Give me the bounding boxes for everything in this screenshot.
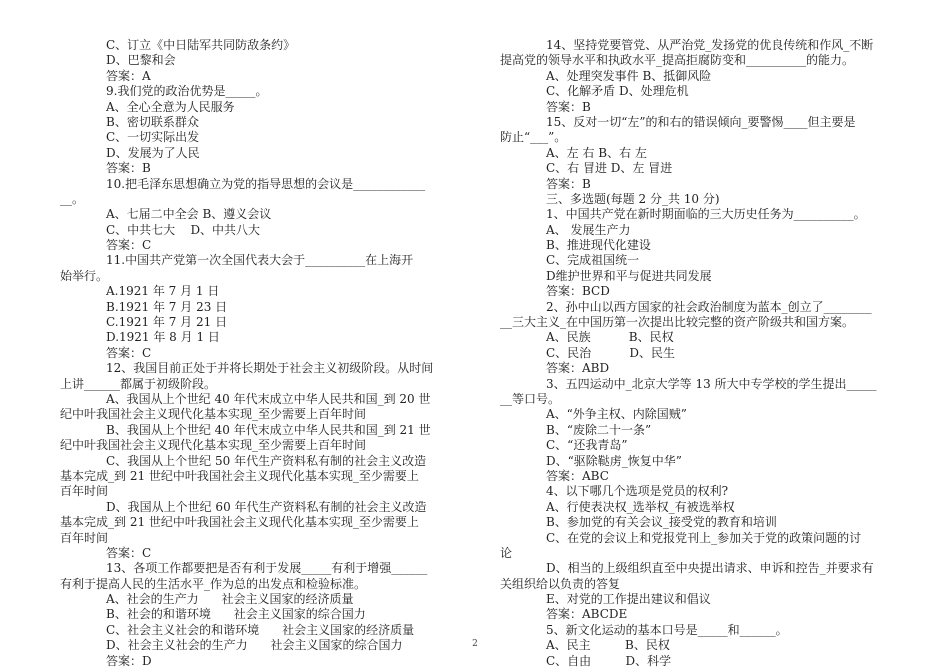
text-line: A、左 右 B、右 左 xyxy=(546,145,647,160)
text-line: C、一切实际出发 xyxy=(106,130,200,145)
answer-line: 答案：C xyxy=(106,545,152,560)
text-line: A、社会的生产力 社会主义国家的经济质量 xyxy=(106,592,354,607)
text-line: __三大主义_在中国历第一次提出比较完整的资产阶级共和国方案。 xyxy=(500,315,855,330)
text-line: A、全心全意为人民服务 xyxy=(106,99,235,114)
text-line: 5、新文化运动的基本口号是_____和______。 xyxy=(546,622,788,637)
text-line: 4、以下哪几个选项是党员的权利? xyxy=(546,484,729,499)
text-line: A、行使表决权_选举权_有被选举权 xyxy=(546,499,735,514)
text-line: B、推进现代化建设 xyxy=(546,238,651,253)
text-line: C、完成祖国统一 xyxy=(546,253,640,268)
text-line: 14、坚持党要管党、从严治党_发扬党的优良传统和作风_不断 xyxy=(546,38,874,52)
text-line: C、右 冒进 D、左 冒进 xyxy=(546,161,673,176)
text-line: B、参加党的有关会议_接受党的教育和培训 xyxy=(546,515,777,530)
text-line: 15、反对一切“左”的和右的错误倾向_要警惕____但主要是 xyxy=(546,114,856,129)
answer-line: 答案：C xyxy=(106,345,152,360)
text-line: B.1921 年 7 月 23 日 xyxy=(106,299,228,314)
text-line: D.1921 年 8 月 1 日 xyxy=(106,330,220,345)
text-line: A、七届二中全会 B、遵义会议 xyxy=(106,207,272,222)
text-line: 11.中国共产党第一次全国代表大会于__________在上海开 xyxy=(106,253,414,268)
text-line: 2、孙中山以西方国家的社会政治制度为蓝本_创立了________ xyxy=(546,299,872,314)
text-line: B、密切联系群众 xyxy=(106,114,199,129)
text-line: C、“还我青岛” xyxy=(546,438,628,453)
text-line: 基本完成_到 21 世纪中叶我国社会主义现代化基本实现_至少需要上 xyxy=(60,468,419,483)
text-line: D维护世界和平与促进共同发展 xyxy=(546,268,712,283)
answer-line: 答案：BCD xyxy=(546,284,610,299)
text-line: 纪中叶我国社会主义现代化基本实现_至少需要上百年时间 xyxy=(60,438,367,453)
text-line: D、巴黎和会 xyxy=(106,53,176,68)
text-line: A、处理突发事件 B、抵御风险 xyxy=(546,68,712,83)
text-line: 3、五四运动中_北京大学等 13 所大中专学校的学生提出_____ xyxy=(546,376,877,391)
page-number: 2 xyxy=(472,639,478,649)
text-line: E、对党的工作提出建议和倡议 xyxy=(546,592,711,607)
text-line: 10.把毛泽东思想确立为党的指导思想的会议是____________ xyxy=(106,176,426,191)
text-line: C.1921 年 7 月 21 日 xyxy=(106,315,228,330)
text-line: 基本完成_到 21 世纪中叶我国社会主义现代化基本实现_至少需要上 xyxy=(60,515,419,530)
text-line: 13、各项工作都要把是否有利于发展_____有利于增强______ xyxy=(106,561,428,576)
answer-line: 答案：ABC xyxy=(546,468,609,483)
text-line: C、订立《中日陆军共同防敌条约》 xyxy=(106,38,296,52)
text-line: B、我国从上个世纪 40 年代末成立中华人民共和国_到 21 世 xyxy=(106,422,431,437)
text-line: A、民族 B、民权 xyxy=(546,330,674,345)
text-line: C、化解矛盾 D、处理危机 xyxy=(546,84,689,99)
left-column xyxy=(60,38,468,669)
text-line: 始举行。 xyxy=(60,268,109,283)
text-line: A.1921 年 7 月 1 日 xyxy=(106,284,220,299)
text-line: 12、我国目前正处于并将长期处于社会主义初级阶段。从时间 xyxy=(106,361,434,376)
text-line: B、社会的和谐环境 社会主义国家的综合国力 xyxy=(106,607,366,622)
text-line: 9.我们党的政治优势是_____。 xyxy=(106,84,268,99)
text-line: A、我国从上个世纪 40 年代末成立中华人民共和国_到 20 世 xyxy=(106,391,431,406)
text-line: D、“驱除鞑虏_恢复中华” xyxy=(546,453,682,468)
text-line: A、 发展生产力 xyxy=(546,222,631,237)
text-line: 三、多选题(每题 2 分_共 10 分) xyxy=(546,191,720,206)
text-line: A、“外争主权、内除国贼” xyxy=(546,407,687,422)
answer-line: 答案：ABCDE xyxy=(546,607,628,622)
answer-line: 答案：C xyxy=(106,238,152,253)
text-line: 1、中国共产党在新时期面临的三大历史任务为__________。 xyxy=(546,207,866,222)
text-line: D、我国从上个世纪 60 年代生产资料私有制的社会主义改造 xyxy=(106,499,427,514)
text-line: C、在党的会议上和党报党刊上_参加关于党的政策问题的讨 xyxy=(546,530,862,545)
text-line: 论 xyxy=(500,545,513,560)
text-line: C、民治 D、民生 xyxy=(546,345,675,360)
text-line: C、社会主义社会的和谐环境 社会主义国家的经济质量 xyxy=(106,622,415,637)
text-line: D、相当的上级组织直至中央提出请求、申诉和控告_并要求有 xyxy=(546,561,874,576)
text-line: 百年时间 xyxy=(60,484,109,499)
text-line: 有利于提高人民的生活水平_作为总的出发点和检验标准。 xyxy=(60,576,367,591)
answer-line: 答案：B xyxy=(106,161,151,176)
text-line: 提高党的领导水平和执政水平_提高拒腐防变和__________的能力。 xyxy=(500,53,855,68)
text-line: C、中共七大 D、中共八大 xyxy=(106,222,261,237)
right-column xyxy=(500,38,912,669)
text-line: D、社会主义社会的生产力 社会主义国家的综合国力 xyxy=(106,638,403,653)
answer-line: 答案：ABD xyxy=(546,361,610,376)
answer-line: 答案：A xyxy=(106,68,151,83)
text-line: C、我国从上个世纪 50 年代生产资料私有制的社会主义改造 xyxy=(106,453,427,468)
text-line: 百年时间 xyxy=(60,530,109,545)
text-line: 防止“___”。 xyxy=(500,130,567,145)
answer-line: 答案：B xyxy=(546,99,591,114)
answer-line: 答案：B xyxy=(546,176,591,191)
text-line: D、发展为了人民 xyxy=(106,145,200,160)
text-line: A、民主 B、民权 xyxy=(546,638,670,653)
text-line: B、“废除二十一条” xyxy=(546,422,652,437)
text-line: 关组织给以负责的答复 xyxy=(500,576,621,591)
text-line: __。 xyxy=(60,191,85,206)
text-line: 纪中叶我国社会主义现代化基本实现_至少需要上百年时间 xyxy=(60,407,367,422)
text-line: 上讲______都属于初级阶段。 xyxy=(60,376,217,391)
answer-line: 答案：D xyxy=(106,653,152,668)
text-line: C、自由 D、科学 xyxy=(546,653,672,668)
text-line: __等口号。 xyxy=(500,391,561,406)
